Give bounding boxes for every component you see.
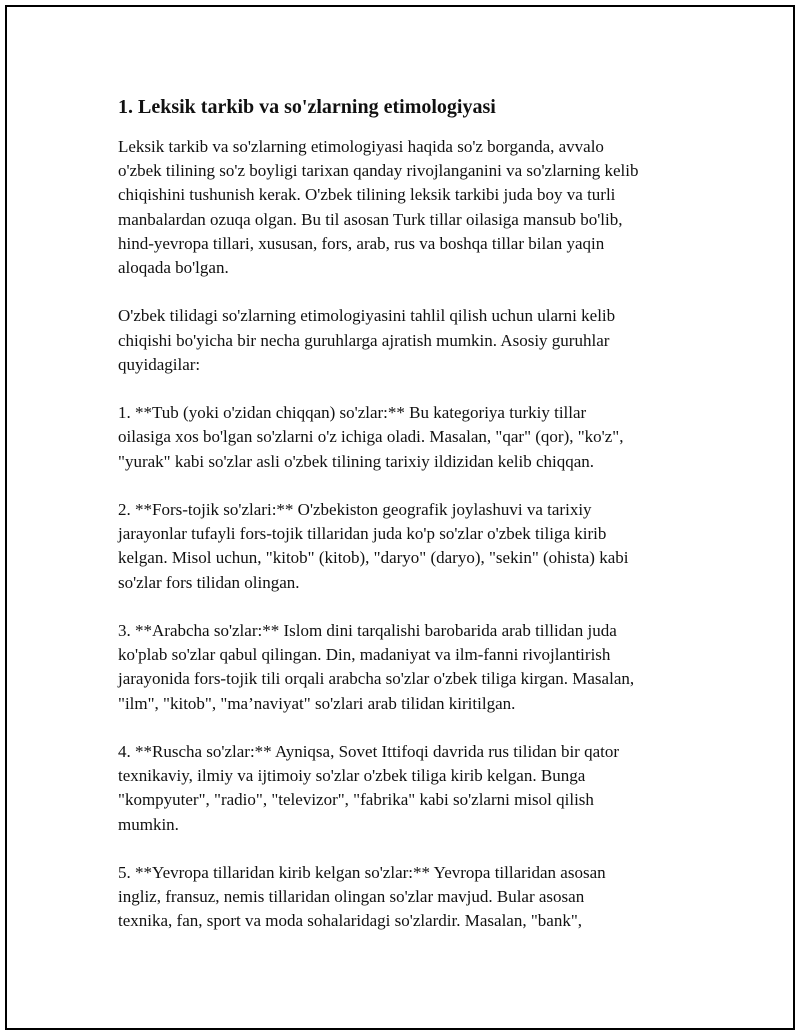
- list-item-persian-words: 2. **Fors-tojik so'zlari:** O'zbekiston geografik joylashuvi va tarixiy jarayonlar tufayli fors-tojik tillaridan juda ko'p so'zlar o'zbek tiliga kirib kelgan. Misol uchun, "kitob" (kitob), "daryo" (daryo), "sekin" (ohista) kabi so'zlar fors tilidan olingan.: [118, 500, 629, 592]
- list-item-native-words: 1. **Tub (yoki o'zidan chiqqan) so'zlar:** Bu kategoriya turkiy tillar oilasiga xos bo'lgan so'zlarni o'z ichiga oladi. Masalan, "qar" (qor), "ko'z", "yurak" kabi so'zlar asli o'zbek tilining tarixiy ildizidan kelib chiqqan.: [118, 403, 624, 471]
- paragraph-intro: Leksik tarkib va so'zlarning etimologiyasi haqida so'z borganda, avvalo o'zbek tilining so'z boyligi tarixan qanday rivojlanganini va so'zlarning kelib chiqishini tushunish kerak. O'zbek tilining leksik tarkibi juda boy va turli manbalardan ozuqa olgan. Bu til asosan Turk tillar oilasiga mansub bo'lib, hind-yevropa tillari, xususan, fors, arab, rus va boshqa tillar bilan yaqin aloqada bo'lgan.: [118, 137, 639, 278]
- paragraph-gap: [118, 280, 703, 304]
- paragraph-gap: [118, 837, 703, 861]
- section-heading: 1. Leksik tarkib va so'zlarning etimologiyasi: [118, 96, 496, 118]
- list-item-russian-words: 4. **Ruscha so'zlar:** Ayniqsa, Sovet Ittifoqi davrida rus tilidan bir qator texnikaviy, ilmiy va ijtimoiy so'zlar o'zbek tiliga kirib kelgan. Bunga "kompyuter", "radio", "televizor", "fabrika" kabi so'zlarni misol qilish mumkin.: [118, 742, 620, 834]
- paragraph-gap: [118, 595, 703, 619]
- list-item-arabic-words: 3. **Arabcha so'zlar:** Islom dini tarqalishi barobarida arab tillidan juda ko'plab so'zlar qabul qilingan. Din, madaniyat va ilm-fanni rivojlantirish jarayonida fors-tojik tili orqali arabcha so'zlar o'zbek tiliga kirgan. Masalan, "ilm", "kitob", "ma’naviyat" so'zlari arab tilidan kiritilgan.: [118, 621, 635, 713]
- document-body: [118, 93, 703, 934]
- paragraph-gap: [118, 716, 703, 740]
- paragraph-gap: [118, 377, 703, 401]
- list-item-european-words: 5. **Yevropa tillaridan kirib kelgan so'zlar:** Yevropa tillaridan asosan ingliz, fransuz, nemis tillaridan olingan so'zlar mavjud. Bular asosan texnika, fan, sport va moda sohalaridagi so'zlardir. Masalan, "bank",: [118, 863, 606, 931]
- paragraph-gap: [118, 474, 703, 498]
- paragraph-groups: O'zbek tilidagi so'zlarning etimologiyasini tahlil qilish uchun ularni kelib chiqishi bo'yicha bir necha guruhlarga ajratish mumkin. Asosiy guruhlar quyidagilar:: [118, 306, 616, 374]
